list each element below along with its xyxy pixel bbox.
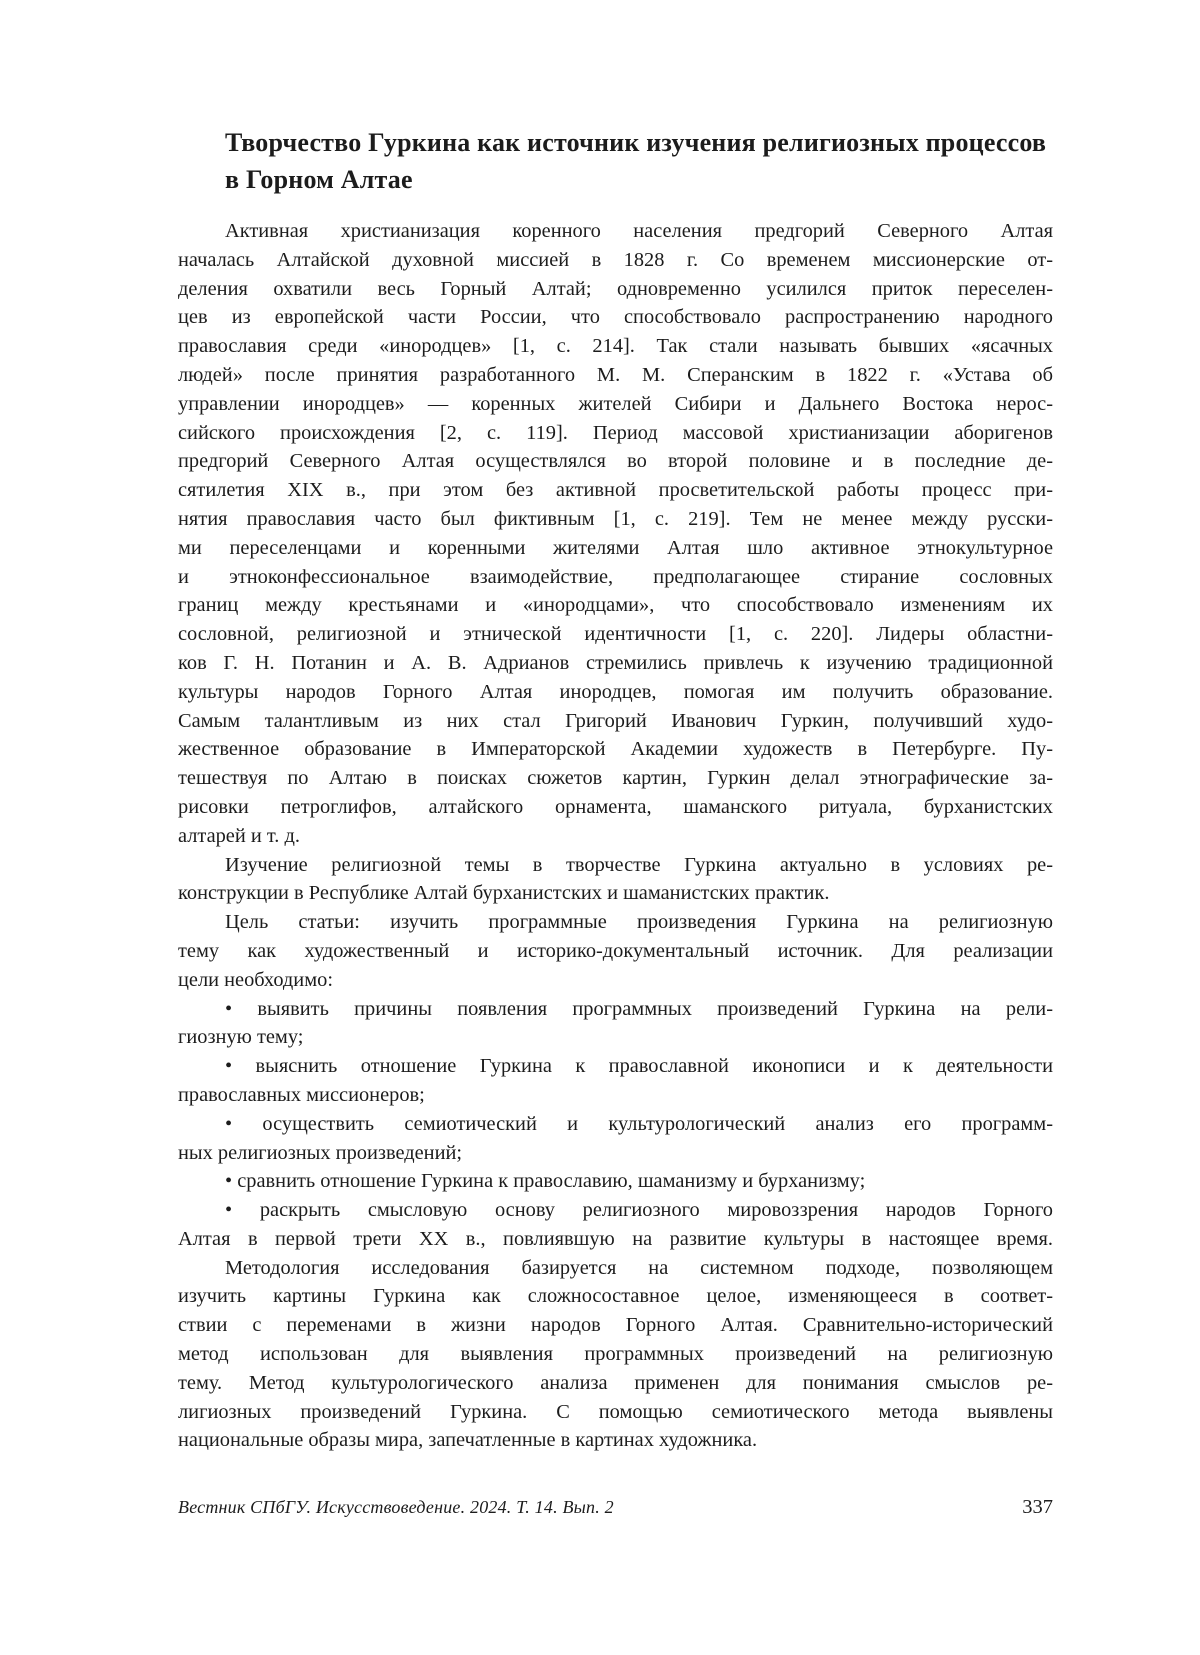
- text-line: людей» после принятия разработанного М. М. Сперанским в 1822 г. «Устава об: [178, 363, 1053, 386]
- text-line: и этноконфессиональное взаимодействие, предполагающее стирание сословных: [178, 565, 1053, 588]
- text-line: сийского происхождения [2, с. 119]. Период массовой христианизации аборигенов: [178, 421, 1053, 444]
- text-line: национальные образы мира, запечатленные в картинах художника.: [178, 1429, 758, 1452]
- title-line: Творчество Гуркина как источник изучения религиозных процессов: [225, 128, 1047, 157]
- journal-reference: Вестник СПбГУ. Искусствоведение. 2024. Т. 14. Вып. 2: [178, 1497, 614, 1517]
- text-line: цели необходимо:: [178, 968, 333, 991]
- text-line: метод использован для выявления программных произведений на религиозную: [178, 1343, 1053, 1366]
- text-line: предгорий Северного Алтая осуществлялся во второй половине и в последние де-: [178, 450, 1053, 473]
- text-line: тему. Метод культурологического анализа применен для понимания смыслов ре-: [178, 1371, 1053, 1394]
- bullet-line: • осуществить семиотический и культурологический анализ его программ-: [225, 1112, 1053, 1135]
- text-line: границ между крестьянами и «инородцами», что способствовало изменениям их: [178, 594, 1053, 617]
- text-line: ных религиозных произведений;: [178, 1141, 463, 1164]
- text-line: жественное образование в Императорской Академии художеств в Петербурге. Пу-: [178, 738, 1053, 761]
- page-footer: [178, 1496, 1053, 1519]
- text-line: цев из европейской части России, что способствовало распространению народного: [178, 306, 1053, 329]
- text-line: ков Г. Н. Потанин и А. В. Адрианов стремились привлечь к изучению традиционной: [178, 651, 1053, 674]
- title-line: в Горном Алтае: [225, 165, 413, 194]
- text-line: конструкции в Республике Алтай бурханистских и шаманистских практик.: [178, 882, 830, 905]
- text-line: сятилетия XIX в., при этом без активной просветительской работы процесс при-: [178, 479, 1053, 502]
- text-line: деления охватили весь Горный Алтай; одновременно усилился приток переселен-: [178, 277, 1053, 300]
- text-line: алтарей и т. д.: [178, 824, 300, 847]
- text-line: тешествуя по Алтаю в поисках сюжетов картин, Гуркин делал этнографические за-: [178, 767, 1053, 790]
- text-line: ми переселенцами и коренными жителями Алтая шло активное этнокультурное: [178, 536, 1053, 559]
- text-line: Алтая в первой трети XX в., повлиявшую на развитие культуры в настоящее время.: [178, 1227, 1053, 1250]
- text-line: Активная христианизация коренного населения предгорий Северного Алтая: [225, 220, 1053, 242]
- text-line: ствии с переменами в жизни народов Горного Алтая. Сравнительно-исторический: [178, 1314, 1053, 1337]
- bullet-line: • сравнить отношение Гуркина к православию, шаманизму и бурханизму;: [225, 1170, 866, 1193]
- article-title: [178, 124, 1053, 198]
- text-line: Цель статьи: изучить программные произведения Гуркина на религиозную: [225, 911, 1053, 934]
- text-line: лигиозных произведений Гуркина. С помощью семиотического метода выявлены: [178, 1400, 1053, 1423]
- text-line: нятия православия часто был фиктивным [1, с. 219]. Тем не менее между русски-: [178, 507, 1053, 530]
- bullet-line: • выявить причины появления программных произведений Гуркина на рели-: [225, 997, 1053, 1020]
- page-number: 337: [1022, 1496, 1053, 1518]
- text-line: изучить картины Гуркина как сложносоставное целое, изменяющееся в соответ-: [178, 1285, 1053, 1308]
- text-line: сословной, религиозной и этнической идентичности [1, с. 220]. Лидеры областни-: [178, 623, 1053, 646]
- text-line: Изучение религиозной темы в творчестве Гуркина актуально в условиях ре-: [225, 853, 1053, 876]
- bullet-line: • выяснить отношение Гуркина к православной иконописи и к деятельности: [225, 1055, 1053, 1078]
- text-line: тему как художественный и историко-документальный источник. Для реализации: [178, 939, 1053, 962]
- text-line: православия среди «инородцев» [1, с. 214]. Так стали называть бывших «ясачных: [178, 335, 1053, 358]
- text-line: рисовки петроглифов, алтайского орнамента, шаманского ритуала, бурханистских: [178, 795, 1053, 818]
- text-line: православных миссионеров;: [178, 1083, 425, 1106]
- article-body: [178, 217, 1053, 1455]
- text-line: Методология исследования базируется на системном подходе, позволяющем: [225, 1256, 1053, 1279]
- bullet-line: • раскрыть смысловую основу религиозного мировоззрения народов Горного: [225, 1199, 1053, 1222]
- text-line: началась Алтайской духовной миссией в 1828 г. Со временем миссионерские от-: [178, 248, 1053, 271]
- text-line: Самым талантливым из них стал Григорий Иванович Гуркин, получивший худо-: [178, 709, 1053, 732]
- text-line: управлении инородцев» — коренных жителей Сибири и Дальнего Востока нерос-: [178, 392, 1053, 415]
- text-line: гиозную тему;: [178, 1026, 304, 1049]
- text-line: культуры народов Горного Алтая инородцев, помогая им получить образование.: [178, 680, 1053, 703]
